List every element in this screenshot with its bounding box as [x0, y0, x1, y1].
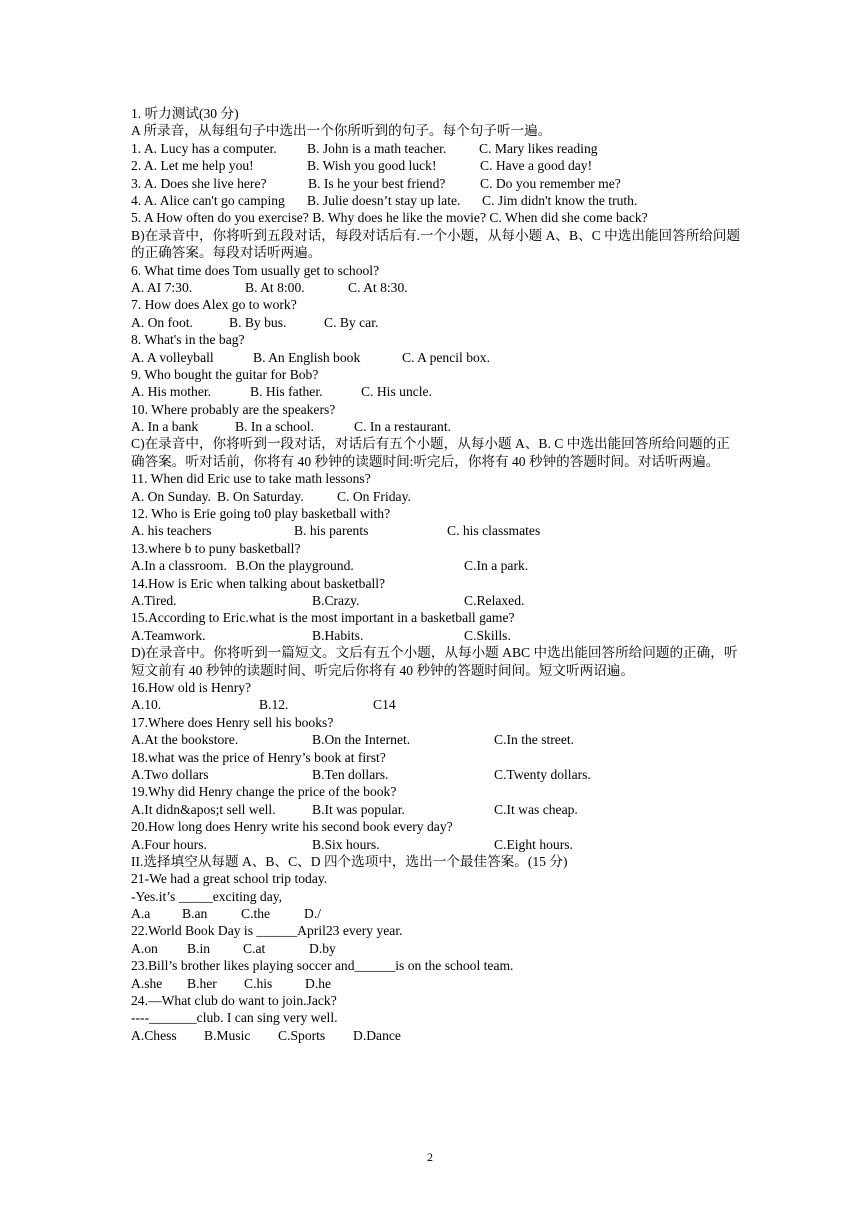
answer-options-row	[131, 592, 741, 609]
text-line: 22.World Book Day is ______April23 every year.	[131, 923, 403, 939]
text-line: 13.where b to puny basketball?	[131, 540, 301, 556]
answer-option: A.Four hours.	[131, 836, 207, 852]
answer-option: A. AI 7:30.	[131, 279, 193, 295]
answer-option: D.he	[305, 975, 332, 991]
answer-option: C. his classmates	[447, 523, 541, 539]
text-line: II.选择填空从每题 A、B、C、D 四个选项中，选出一个最佳答案。(15 分)	[131, 853, 568, 869]
answer-option: A.10.	[131, 697, 162, 713]
answer-option: C. At 8:30.	[348, 279, 408, 295]
answer-option: A.Chess	[131, 1027, 177, 1043]
text-line: 18.what was the price of Henry’s book at first?	[131, 749, 386, 765]
answer-option: C.Sports	[278, 1027, 326, 1043]
answer-option: C. His uncle.	[361, 384, 432, 400]
answer-option: A.Tired.	[131, 593, 177, 608]
answer-options-row	[131, 522, 741, 539]
answer-options-row	[131, 418, 741, 435]
answer-option: 1. A. Lucy has a computer.	[131, 140, 277, 156]
answer-option: B. On Saturday.	[217, 488, 304, 504]
answer-option: A.a	[131, 906, 151, 922]
answer-option: A. In a bank	[131, 419, 199, 435]
answer-options-row	[131, 696, 741, 713]
text-line: -Yes.it’s _____exciting day,	[131, 888, 283, 904]
answer-options-row	[131, 192, 741, 209]
page-number: 2	[427, 1150, 433, 1164]
answer-options-row	[131, 1027, 741, 1044]
answer-options-row	[131, 349, 741, 366]
answer-option: A. On foot.	[131, 314, 193, 330]
document-page	[131, 105, 741, 1044]
answer-options-row	[131, 557, 741, 574]
text-line: A 所录音，从每组句子中选出一个你所听到的句子。每个句子听一遍。	[131, 123, 552, 139]
answer-option: C.In a park.	[464, 558, 529, 574]
answer-options-row	[131, 940, 741, 957]
answer-option: B. Julie doesn’t stay up late.	[307, 192, 461, 208]
answer-options-row	[131, 175, 741, 192]
answer-option: C.It was cheap.	[494, 801, 578, 817]
answer-option: B.Ten dollars.	[312, 766, 389, 782]
answer-option: B. By bus.	[229, 314, 287, 330]
answer-options-row	[131, 140, 741, 157]
answer-option: A.It didn&apos;t sell well.	[131, 801, 276, 817]
answer-options-row	[131, 905, 741, 922]
text-line: 14.How is Eric when talking about basketball?	[131, 575, 386, 591]
answer-option: A.on	[131, 940, 158, 956]
answer-option: D./	[304, 906, 321, 922]
text-line: 5. A How often do you exercise? B. Why does he like the movie? C. When did she come back?	[131, 210, 648, 226]
answer-options-row	[131, 836, 741, 853]
answer-option: B. In a school.	[235, 419, 314, 435]
instruction-paragraph: C)在录音中，你将听到一段对话，对话后有五个小题，从每小题 A、B. C 中选出能回答所给问题的正确答案。听对话前，你将有 40 秒钟的读题时间:听完后，你将有 40 秒钟的答题时间。对话听两遍。	[131, 436, 730, 469]
answer-options-row	[131, 279, 741, 296]
answer-option: C. In a restaurant.	[354, 419, 452, 435]
answer-option: C. Have a good day!	[480, 158, 593, 174]
text-line: 21-We had a great school trip today.	[131, 871, 328, 887]
text-line: 20.How long does Henry write his second book every day?	[131, 819, 453, 835]
answer-option: A.Two dollars	[131, 766, 209, 782]
answer-option: A.In a classroom.	[131, 558, 227, 574]
text-line: 24.—What club do want to join.Jack?	[131, 993, 337, 1009]
answer-option: A.Teamwork.	[131, 627, 206, 643]
answer-option: C.his	[244, 975, 273, 991]
answer-options-row	[131, 731, 741, 748]
answer-option: B.It was popular.	[312, 801, 405, 817]
text-line: 9. Who bought the guitar for Bob?	[131, 366, 319, 382]
answer-option: D.by	[309, 940, 336, 956]
answer-option: B. Is he your best friend?	[308, 175, 446, 191]
answer-option: C.the	[241, 906, 271, 922]
answer-option: A. his teachers	[131, 523, 212, 539]
answer-option: B. His father.	[250, 384, 323, 400]
answer-option: C. Jim didn't know the truth.	[482, 192, 638, 208]
answer-option: A. A volleyball	[131, 349, 214, 365]
text-line: 17.Where does Henry sell his books?	[131, 714, 334, 730]
answer-option: B. John is a math teacher.	[307, 140, 447, 156]
answer-option: B. An English book	[253, 349, 361, 365]
answer-option: A.she	[131, 975, 163, 991]
answer-option: C. Mary likes reading	[479, 140, 598, 156]
answer-option: C.Skills.	[464, 627, 511, 643]
answer-option: A. His mother.	[131, 384, 212, 400]
answer-option: B.Crazy.	[312, 593, 360, 608]
answer-option: C.at	[243, 940, 266, 956]
answer-option: C14	[373, 697, 396, 713]
answer-options-row	[131, 157, 741, 174]
text-line: ----_______club. I can sing very well.	[131, 1010, 338, 1026]
answer-option: B. At 8:00.	[245, 279, 305, 295]
answer-option: C. On Friday.	[337, 488, 411, 504]
answer-options-row	[131, 627, 741, 644]
text-line: 1. 听力测试(30 分)	[131, 106, 239, 121]
answer-options-row	[131, 383, 741, 400]
answer-option: C. By car.	[324, 314, 379, 330]
text-line: 19.Why did Henry change the price of the book?	[131, 784, 397, 800]
answer-option: C.In the street.	[494, 732, 575, 748]
answer-option: C. A pencil box.	[402, 349, 490, 365]
answer-option: B.Habits.	[312, 627, 364, 643]
answer-options-row	[131, 314, 741, 331]
answer-options-row	[131, 488, 741, 505]
text-line: 10. Where probably are the speakers?	[131, 401, 336, 417]
answer-option: B.an	[182, 906, 208, 922]
answer-option: 3. A. Does she live here?	[131, 175, 267, 191]
text-line: 23.Bill’s brother likes playing soccer and______is on the school team.	[131, 958, 514, 974]
answer-option: C.Relaxed.	[464, 593, 525, 608]
answer-option: C.Eight hours.	[494, 836, 573, 852]
answer-options-row	[131, 766, 741, 783]
answer-option: B.in	[187, 940, 211, 956]
text-line: 15.According to Eric.what is the most important in a basketball game?	[131, 610, 515, 626]
answer-option: A. On Sunday.	[131, 488, 211, 504]
answer-option: C. Do you remember me?	[480, 175, 621, 191]
answer-options-row	[131, 975, 741, 992]
answer-option: B.her	[187, 975, 217, 991]
answer-option: B.Music	[204, 1027, 251, 1043]
answer-option: 4. A. Alice can't go camping	[131, 192, 285, 208]
answer-option: B.On the playground.	[236, 558, 354, 574]
text-line: 6. What time does Tom usually get to school?	[131, 262, 380, 278]
answer-option: B. his parents	[294, 523, 369, 539]
answer-option: D.Dance	[353, 1027, 401, 1043]
answer-option: C.Twenty dollars.	[494, 766, 591, 782]
answer-option: B.Six hours.	[312, 836, 380, 852]
text-line: 8. What's in the bag?	[131, 332, 245, 348]
instruction-paragraph: D)在录音中。你将听到一篇短文。文后有五个小题，从每小题 ABC 中选出能回答所给问题的正确，听短文前有 40 秒钟的读题时间、听完后你将有 40 秒钟的答题时间间。短文听两诏遍。	[131, 645, 738, 678]
answer-option: 2. A. Let me help you!	[131, 158, 254, 174]
text-line: 12. Who is Erie going to0 play basketball with?	[131, 506, 391, 522]
text-line: 11. When did Eric use to take math lessons?	[131, 471, 371, 487]
instruction-paragraph: B)在录音中，你将听到五段对话，每段对话后有.一个小题，从每小题 A、B、C 中选出能回答所给问题的正确答案。每段对话听两遍。	[131, 227, 741, 261]
answer-options-row	[131, 801, 741, 818]
answer-option: B.On the Internet.	[312, 732, 411, 748]
text-line: 7. How does Alex go to work?	[131, 297, 297, 313]
answer-option: B. Wish you good luck!	[307, 158, 437, 174]
answer-option: B.12.	[259, 697, 289, 713]
answer-option: A.At the bookstore.	[131, 732, 239, 748]
text-line: 16.How old is Henry?	[131, 679, 252, 695]
